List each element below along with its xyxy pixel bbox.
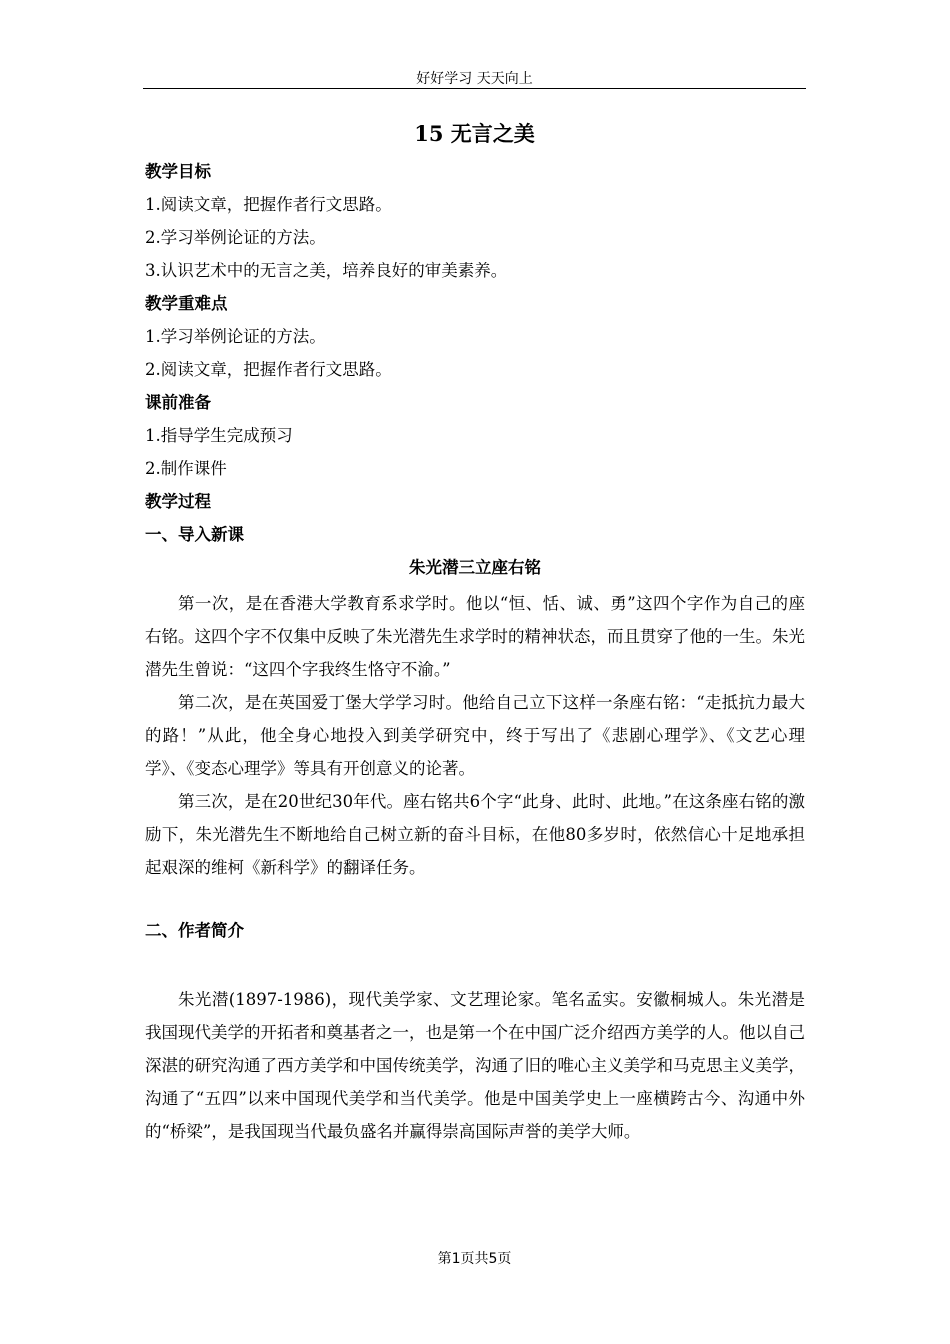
goal-item: 2.学习举例论证的方法。 [145, 228, 326, 247]
section-heading-author: 二、作者简介 [145, 921, 244, 940]
preparation-item: 2.制作课件 [145, 459, 227, 478]
story-paragraph: 第二次，是在英国爱丁堡大学学习时。他给自己立下这样一条座右铭：“走抵抗力最大的路！”从此，他全身心地投入到美学研究中，终于写出了《悲剧心理学》、《文艺心理学》、《变态心理学》等具有开创意义的论著。 [145, 693, 805, 778]
key-point-item: 2.阅读文章，把握作者行文思路。 [145, 360, 392, 379]
section-heading-key-points: 教学重难点 [145, 294, 228, 313]
goal-item: 3.认识艺术中的无言之美，培养良好的审美素养。 [145, 261, 508, 280]
section-heading-goals: 教学目标 [145, 162, 211, 181]
goal-item: 1.阅读文章，把握作者行文思路。 [145, 195, 392, 214]
author-paragraph: 朱光潜(1897-1986)，现代美学家、文艺理论家。笔名孟实。安徽桐城人。朱光潜是我国现代美学的开拓者和奠基者之一，也是第一个在中国广泛介绍西方美学的人。他以自己深湛的研究沟通了西方美学和中国传统美学，沟通了旧的唯心主义美学和马克思主义美学，沟通了“五四”以来中国现代美学和当代美学。他是中国美学史上一座横跨古今、沟通中外的“桥梁”，是我国现当代最负盛名并赢得崇高国际声誉的美学大师。 [145, 990, 805, 1141]
spacer [145, 950, 805, 983]
page-footer: 第1页共5页 [437, 1251, 512, 1267]
document-body [145, 158, 805, 1148]
section-heading-preparation: 课前准备 [145, 393, 211, 412]
preparation-item: 1.指导学生完成预习 [145, 426, 293, 445]
section-heading-intro: 一、导入新课 [145, 525, 244, 544]
spacer [145, 884, 805, 917]
story-title: 朱光潜三立座右铭 [409, 558, 541, 577]
page-header: 好好学习 天天向上 [416, 71, 533, 87]
key-point-item: 1.学习举例论证的方法。 [145, 327, 326, 346]
story-paragraph: 第三次，是在20世纪30年代。座右铭共6个字“此身、此时、此地。”在这条座右铭的激励下，朱光潜先生不断地给自己树立新的奋斗目标，在他80多岁时，依然信心十足地承担起艰深的维柯《新科学》的翻译任务。 [145, 792, 805, 877]
document-title: 15 无言之美 [414, 121, 535, 146]
story-paragraph: 第一次，是在香港大学教育系求学时。他以“恒、恬、诚、勇”这四个字作为自己的座右铭。这四个字不仅集中反映了朱光潜先生求学时的精神状态，而且贯穿了他的一生。朱光潜先生曾说：“这四个字我终生恪守不渝。” [145, 594, 805, 679]
header-divider [143, 88, 806, 89]
section-heading-process: 教学过程 [145, 492, 211, 511]
